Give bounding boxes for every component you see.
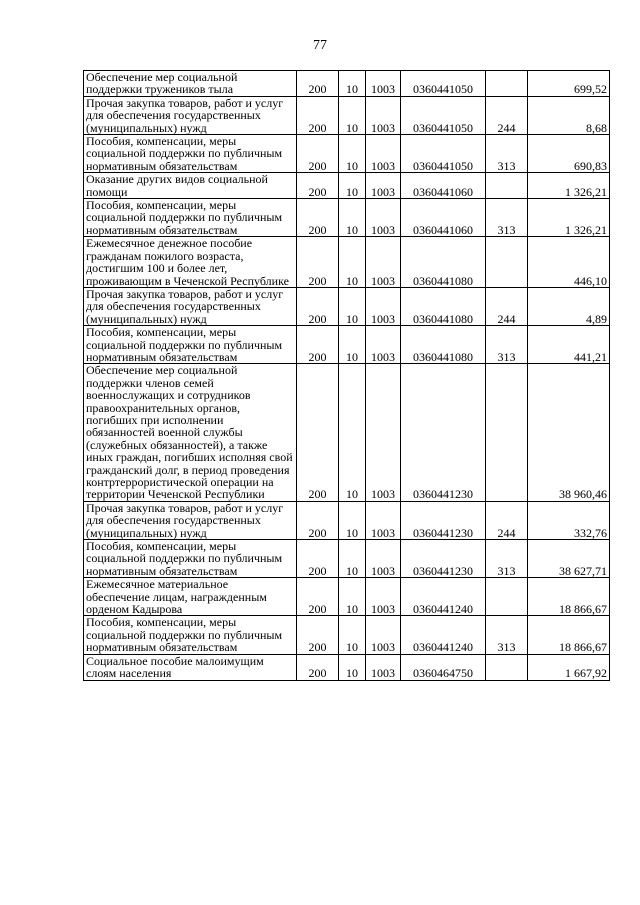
budget-table [83,70,610,681]
row-subsection: 1003 [366,237,401,288]
row-target-article: 0360464750 [401,654,486,680]
row-target-article: 0360441050 [401,96,486,134]
row-department: 200 [297,135,339,173]
row-department: 200 [297,173,339,199]
row-amount: 1 667,92 [528,654,610,680]
row-expense-type: 244 [486,501,528,539]
row-amount: 38 960,46 [528,364,610,501]
row-target-article: 0360441230 [401,540,486,578]
row-target-article: 0360441230 [401,364,486,501]
row-department: 200 [297,654,339,680]
table-row [84,287,610,325]
table-row [84,578,610,616]
table-row [84,237,610,288]
row-amount: 1 326,21 [528,199,610,237]
row-section: 10 [339,501,366,539]
row-subsection: 1003 [366,287,401,325]
table-row [84,199,610,237]
row-target-article: 0360441060 [401,199,486,237]
row-name: Оказание других видов социальной помощи [84,173,297,199]
row-subsection: 1003 [366,71,401,97]
row-subsection: 1003 [366,540,401,578]
row-expense-type: 313 [486,540,528,578]
row-subsection: 1003 [366,616,401,654]
table-row [84,501,610,539]
row-section: 10 [339,71,366,97]
row-department: 200 [297,287,339,325]
row-name: Прочая закупка товаров, работ и услуг для обеспечения государственных (муниципальных) нужд [84,96,297,134]
row-expense-type [486,364,528,501]
row-department: 200 [297,71,339,97]
row-department: 200 [297,199,339,237]
row-subsection: 1003 [366,96,401,134]
row-target-article: 0360441080 [401,237,486,288]
row-department: 200 [297,616,339,654]
table-row [84,654,610,680]
row-subsection: 1003 [366,326,401,364]
row-amount: 699,52 [528,71,610,97]
row-amount: 441,21 [528,326,610,364]
table-row [84,135,610,173]
row-expense-type [486,578,528,616]
row-subsection: 1003 [366,578,401,616]
row-subsection: 1003 [366,364,401,501]
row-name: Пособия, компенсации, меры социальной поддержки по публичным нормативным обязательствам [84,326,297,364]
row-section: 10 [339,654,366,680]
row-amount: 446,10 [528,237,610,288]
row-expense-type: 313 [486,326,528,364]
row-amount: 1 326,21 [528,173,610,199]
row-department: 200 [297,540,339,578]
row-expense-type [486,71,528,97]
row-expense-type: 313 [486,199,528,237]
row-expense-type: 244 [486,96,528,134]
row-subsection: 1003 [366,199,401,237]
row-name: Ежемесячное материальное обеспечение лицам, награжденным орденом Кадырова [84,578,297,616]
row-expense-type: 313 [486,616,528,654]
row-name: Пособия, компенсации, меры социальной поддержки по публичным нормативным обязательствам [84,616,297,654]
row-section: 10 [339,578,366,616]
row-expense-type [486,237,528,288]
row-subsection: 1003 [366,501,401,539]
row-name: Пособия, компенсации, меры социальной поддержки по публичным нормативным обязательствам [84,540,297,578]
row-section: 10 [339,237,366,288]
row-department: 200 [297,364,339,501]
row-amount: 18 866,67 [528,616,610,654]
table-row [84,71,610,97]
row-subsection: 1003 [366,654,401,680]
row-target-article: 0360441050 [401,135,486,173]
row-name: Пособия, компенсации, меры социальной поддержки по публичным нормативным обязательствам [84,199,297,237]
row-amount: 690,83 [528,135,610,173]
row-amount: 38 627,71 [528,540,610,578]
row-target-article: 0360441050 [401,71,486,97]
row-target-article: 0360441080 [401,326,486,364]
row-name: Прочая закупка товаров, работ и услуг для обеспечения государственных (муниципальных) нужд [84,287,297,325]
row-target-article: 0360441230 [401,501,486,539]
row-section: 10 [339,540,366,578]
row-target-article: 0360441240 [401,578,486,616]
row-target-article: 0360441080 [401,287,486,325]
row-name: Обеспечение мер социальной поддержки членов семей военнослужащих и сотрудников правоохранительных органов, погибших при исполнении обязанностей военной службы (служебных обязанностей), а также иных граждан, погибших исполняя свой гражданский долг, в период проведения контртеррористической операции на территории Чеченской Республики [84,364,297,501]
row-name: Прочая закупка товаров, работ и услуг для обеспечения государственных (муниципальных) нужд [84,501,297,539]
row-subsection: 1003 [366,135,401,173]
row-amount: 8,68 [528,96,610,134]
row-section: 10 [339,96,366,134]
row-section: 10 [339,173,366,199]
row-amount: 18 866,67 [528,578,610,616]
table-row [84,96,610,134]
table-row [84,326,610,364]
row-section: 10 [339,326,366,364]
row-department: 200 [297,326,339,364]
row-section: 10 [339,199,366,237]
table-row [84,540,610,578]
budget-table-body [84,71,610,681]
row-expense-type: 313 [486,135,528,173]
row-name: Пособия, компенсации, меры социальной поддержки по публичным нормативным обязательствам [84,135,297,173]
row-amount: 332,76 [528,501,610,539]
row-department: 200 [297,501,339,539]
row-name: Обеспечение мер социальной поддержки тружеников тыла [84,71,297,97]
row-section: 10 [339,364,366,501]
row-section: 10 [339,135,366,173]
page-number: 77 [313,38,327,53]
row-name: Ежемесячное денежное пособие гражданам пожилого возраста, достигшим 100 и более лет, проживающим в Чеченской Республике [84,237,297,288]
table-row [84,616,610,654]
row-target-article: 0360441060 [401,173,486,199]
table-row [84,173,610,199]
row-section: 10 [339,616,366,654]
row-expense-type [486,173,528,199]
row-target-article: 0360441240 [401,616,486,654]
row-expense-type: 244 [486,287,528,325]
row-name: Социальное пособие малоимущим слоям населения [84,654,297,680]
row-amount: 4,89 [528,287,610,325]
row-department: 200 [297,578,339,616]
row-department: 200 [297,237,339,288]
row-expense-type [486,654,528,680]
row-subsection: 1003 [366,173,401,199]
row-section: 10 [339,287,366,325]
row-department: 200 [297,96,339,134]
table-row [84,364,610,501]
